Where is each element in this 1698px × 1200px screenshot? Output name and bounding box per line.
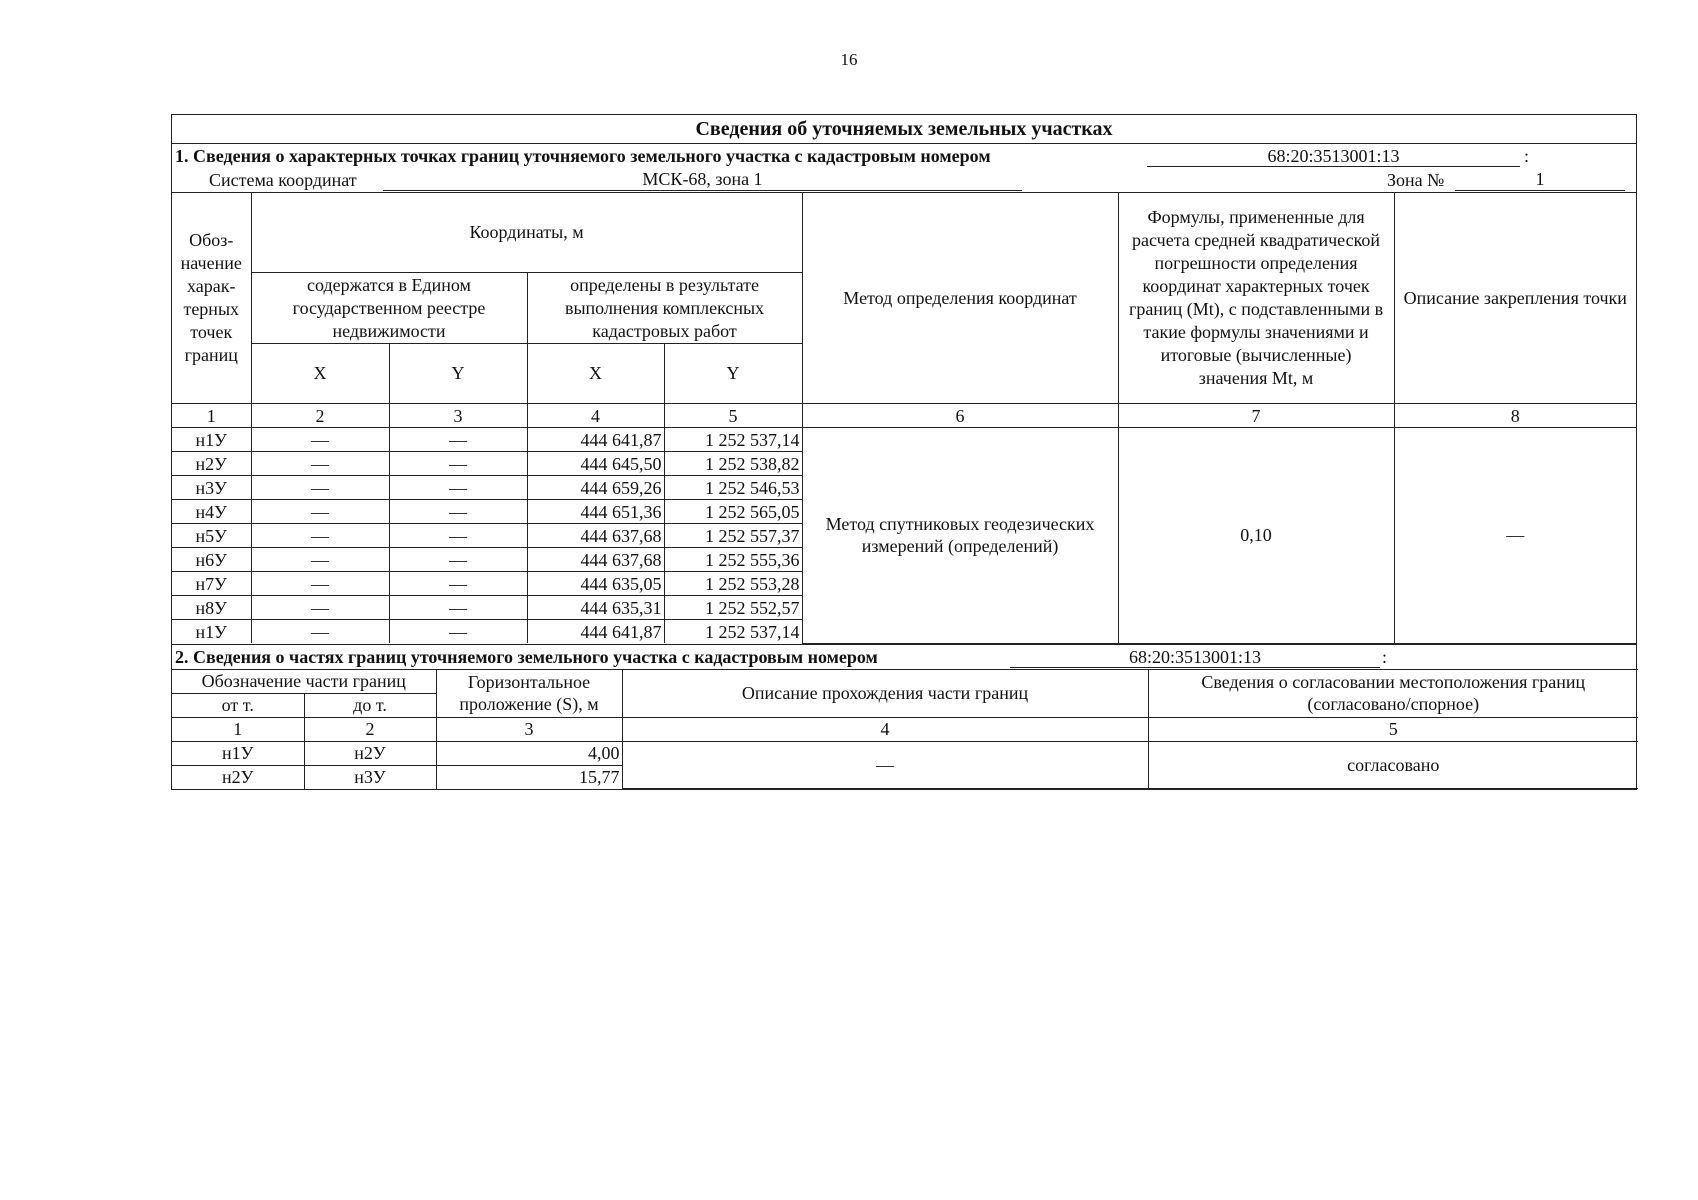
col-num-5: 5 [1148, 717, 1638, 741]
x-egrn: — [251, 452, 389, 476]
y-value: 1 252 538,82 [664, 452, 802, 476]
col-num-4: 4 [622, 717, 1148, 741]
agreement-value: согласовано [1148, 741, 1638, 789]
point-name: н6У [172, 548, 251, 572]
fixing-value: — [1394, 428, 1636, 644]
coord-system-value: МСК-68, зона 1 [383, 168, 1022, 191]
y-value: 1 252 557,37 [664, 524, 802, 548]
col-num-2: 2 [304, 717, 436, 741]
y-value: 1 252 553,28 [664, 572, 802, 596]
table-row [172, 741, 1638, 765]
header-part-designation: Обозначение части границ [172, 669, 436, 693]
x-value: 444 641,87 [527, 428, 664, 452]
y-value: 1 252 546,53 [664, 476, 802, 500]
point-name: н2У [172, 452, 251, 476]
x-egrn: — [251, 524, 389, 548]
x-value: 444 637,68 [527, 548, 664, 572]
section2-colon: : [1382, 646, 1388, 667]
method-value: Метод спутниковых геодезических измерений (определений) [802, 428, 1118, 644]
col-num-1: 1 [172, 717, 304, 741]
section2-heading-line [172, 644, 1636, 669]
y-egrn: — [389, 596, 527, 620]
x-egrn: — [251, 500, 389, 524]
section2-heading: 2. Сведения о частях границ уточняемого земельного участка с кадастровым номером [175, 646, 878, 667]
header-horizontal: Горизонтальное проложение (S), м [436, 669, 622, 717]
point-name: н3У [172, 476, 251, 500]
y-value: 1 252 552,57 [664, 596, 802, 620]
y-egrn: — [389, 620, 527, 644]
y-egrn: — [389, 548, 527, 572]
x-value: 444 635,05 [527, 572, 664, 596]
horizontal-value: 15,77 [436, 765, 622, 789]
x-value: 444 651,36 [527, 500, 664, 524]
table-row [172, 428, 1636, 452]
parts-table [172, 669, 1638, 790]
col-num-7: 7 [1118, 404, 1394, 428]
y-egrn: — [389, 572, 527, 596]
header-x-egrn: X [251, 344, 389, 404]
x-egrn: — [251, 620, 389, 644]
to-point: н3У [304, 765, 436, 789]
x-egrn: — [251, 548, 389, 572]
point-name: н4У [172, 500, 251, 524]
coord-system-label: Система координат [209, 170, 357, 190]
point-name: н5У [172, 524, 251, 548]
y-value: 1 252 565,05 [664, 500, 802, 524]
x-value: 444 635,31 [527, 596, 664, 620]
page-number: 16 [840, 50, 858, 69]
y-value: 1 252 537,14 [664, 620, 802, 644]
y-egrn: — [389, 500, 527, 524]
y-egrn: — [389, 452, 527, 476]
description-value: — [622, 741, 1148, 789]
zone-value: 1 [1455, 168, 1625, 191]
document-title: Сведения об уточняемых земельных участках [172, 115, 1636, 144]
header-method: Метод определения координат [802, 193, 1118, 404]
coord-system-line [172, 168, 1636, 192]
to-point: н2У [304, 741, 436, 765]
point-name: н8У [172, 596, 251, 620]
point-name: н7У [172, 572, 251, 596]
header-from: от т. [172, 693, 304, 717]
header-designation: Обоз-начение харак-терных точек границ [172, 193, 251, 404]
document-table [171, 114, 1637, 790]
section2-cadastral-number: 68:20:3513001:13 [1010, 646, 1380, 668]
col-num-5: 5 [664, 404, 802, 428]
y-egrn: — [389, 524, 527, 548]
x-value: 444 645,50 [527, 452, 664, 476]
header-formulas: Формулы, примененные для расчета средней квадратической погрешности определения координат характерных точек границ (Mt), с подставленными в такие формулы значениями и итоговые (вычисленные) значения Mt, м [1118, 193, 1394, 404]
x-egrn: — [251, 476, 389, 500]
y-value: 1 252 555,36 [664, 548, 802, 572]
y-value: 1 252 537,14 [664, 428, 802, 452]
x-egrn: — [251, 596, 389, 620]
header-coordinates: Координаты, м [251, 193, 802, 273]
header-to: до т. [304, 693, 436, 717]
point-name: н1У [172, 428, 251, 452]
y-egrn: — [389, 476, 527, 500]
x-egrn: — [251, 572, 389, 596]
col-num-3: 3 [389, 404, 527, 428]
section1-cadastral-number: 68:20:3513001:13 [1147, 145, 1520, 167]
section1-heading: 1. Сведения о характерных точках границ уточняемого земельного участка с кадастровым номером [175, 146, 991, 166]
section1-colon: : [1524, 146, 1530, 166]
header-agreement: Сведения о согласовании местоположения границ (согласовано/спорное) [1148, 669, 1638, 717]
point-name: н1У [172, 620, 251, 644]
header-fixing: Описание закрепления точки [1394, 193, 1636, 404]
from-point: н2У [172, 765, 304, 789]
horizontal-value: 4,00 [436, 741, 622, 765]
col-num-1: 1 [172, 404, 251, 428]
x-value: 444 659,26 [527, 476, 664, 500]
column-numbers-row [172, 404, 1636, 428]
header-complex: определены в результате выполнения комплексных кадастровых работ [527, 272, 802, 344]
header-y-egrn: Y [389, 344, 527, 404]
column-numbers-row [172, 717, 1638, 741]
header-description: Описание прохождения части границ [622, 669, 1148, 717]
header-x-complex: X [527, 344, 664, 404]
x-egrn: — [251, 428, 389, 452]
mt-value: 0,10 [1118, 428, 1394, 644]
y-egrn: — [389, 428, 527, 452]
header-y-complex: Y [664, 344, 802, 404]
col-num-3: 3 [436, 717, 622, 741]
zone-label: Зона № [1387, 170, 1445, 190]
col-num-2: 2 [251, 404, 389, 428]
col-num-4: 4 [527, 404, 664, 428]
points-table [172, 192, 1636, 644]
col-num-6: 6 [802, 404, 1118, 428]
x-value: 444 641,87 [527, 620, 664, 644]
from-point: н1У [172, 741, 304, 765]
col-num-8: 8 [1394, 404, 1636, 428]
header-egrn: содержатся в Едином государственном реестре недвижимости [251, 272, 527, 344]
section1-heading-line [172, 144, 1636, 168]
x-value: 444 637,68 [527, 524, 664, 548]
